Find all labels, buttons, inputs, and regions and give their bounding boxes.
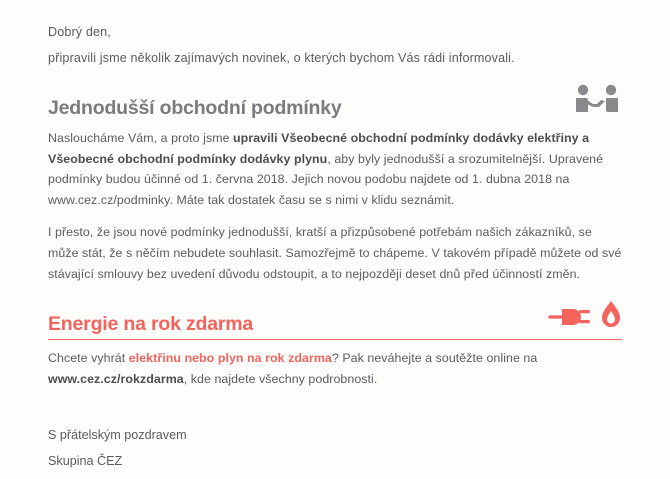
terms-paragraph-2: I přesto, že jsou nové podmínky jednodušší, kratší a přizpůsobené potřebám našich zákazníků, se může stát, že s něčím nebudete souhlasit. Samozřejmě to chápeme. V takovém případě můžete od své stávající smlouvy bez uvedení důvodu odstoupit, a to nejpozději deset dnů před účinností změn. (48, 225, 622, 281)
section-header-free-energy (48, 300, 622, 336)
section-title-free-energy: Energie na rok zdarma (48, 313, 254, 336)
terms-p1-bold-1: upravili Všeobecné obchodní podmínky dodávky elektřiny a Všeobecné obchodní podmínky dodávky plynu (48, 131, 590, 166)
signature-line-2: Skupina ČEZ (48, 454, 123, 469)
paragraph-spacer (48, 210, 622, 222)
fe-p1-bold-url: www.cez.cz/rokzdarma (48, 371, 184, 386)
fe-p1-text-2: ? Pak neváhejte a soutěžte online na (331, 351, 538, 366)
terms-paragraph-1 (48, 128, 622, 210)
handshake-icon (572, 84, 622, 119)
signature-line-1: S přátelským pozdravem (48, 428, 187, 443)
greeting-line-1: Dobrý den, (48, 25, 111, 39)
fe-p1-bold-highlight: elektřinu nebo plyn na rok zdarma (128, 351, 332, 366)
section-icons-free-energy (548, 300, 622, 336)
section-title-terms: Jednodušší obchodní podmínky (48, 97, 342, 119)
section-rule-free-energy (48, 339, 622, 340)
terms-p1-text-2: , aby byly jednodušší a srozumitelnější. Upravené podmínky budou účinné od 1. června 2018. Jejich novou podobu najdete od 1. dubna 2018 na www.cez.cz/podminky. Máte tak dostatek času se s nimi v klidu seznámit. (48, 151, 604, 207)
greeting-block (48, 0, 622, 68)
section-icons-terms (572, 84, 622, 120)
greeting-line-2: připravili jsme několik zajímavých novinek, o kterých bychom Vás rádi informovali. (48, 51, 515, 65)
section-body-free-energy (48, 348, 622, 389)
free-energy-paragraph-1 (48, 348, 622, 389)
flame-icon (600, 300, 622, 335)
fe-p1-text-3: , kde najdete všechny podrobnosti. (183, 371, 378, 386)
section-body-terms (48, 128, 622, 284)
section-header-terms (48, 84, 622, 120)
plug-icon (548, 304, 594, 335)
terms-p1-text-1: Nasloucháme Vám, a proto jsme (48, 131, 234, 145)
signature-block (48, 425, 622, 471)
fe-p1-text-1: Chcete vyhrát (48, 351, 129, 366)
